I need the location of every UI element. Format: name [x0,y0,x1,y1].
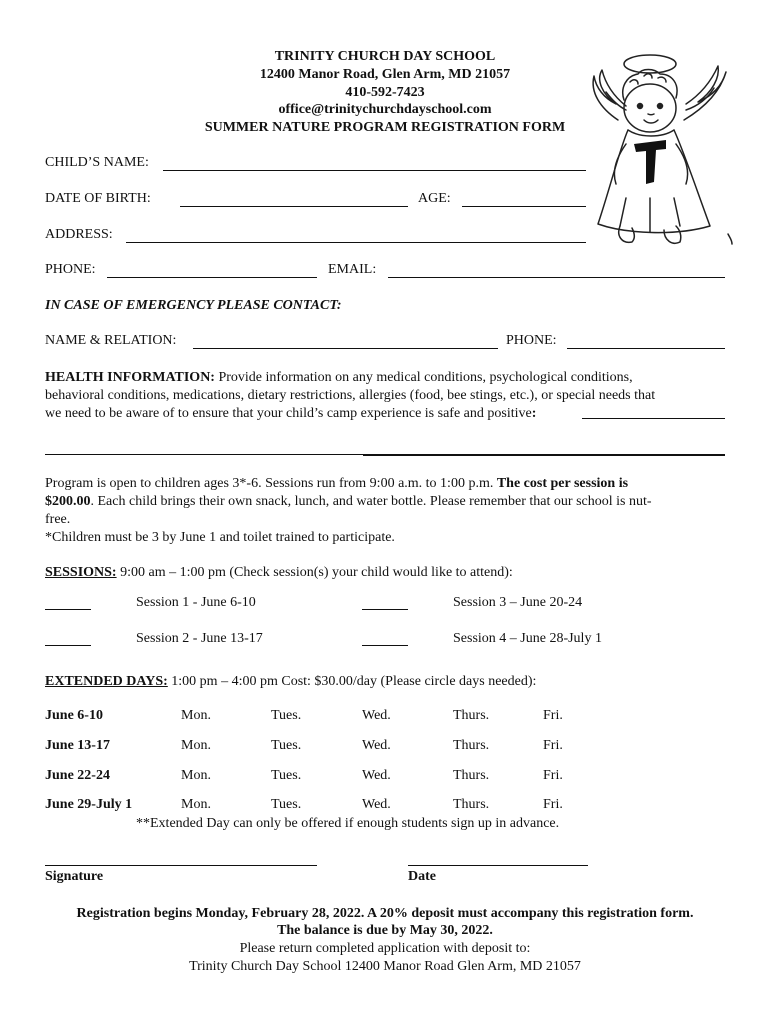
extended-note: **Extended Day can only be offered if enough students sign up in advance. [136,816,560,831]
day-tues[interactable]: Tues. [271,738,302,753]
footer-line3: Please return completed application with deposit to: [239,941,531,956]
health-colon: : [531,406,537,421]
day-mon[interactable]: Mon. [181,708,211,723]
session-1-label: Session 1 - June 6-10 [136,595,256,610]
program-cost: $200.00 [45,494,91,509]
program-line1a: Program is open to children ages 3*-6. Sessions run from 9:00 a.m. to 1:00 p.m. [45,476,497,491]
school-name: TRINITY CHURCH DAY SCHOOL [274,49,496,64]
health-field-1[interactable] [582,418,725,419]
emergency-phone-label: PHONE: [506,333,557,348]
week-label: June 22-24 [45,768,110,783]
week-label: June 29-July 1 [45,797,133,812]
session-3-label: Session 3 – June 20-24 [453,595,583,610]
dob-label: DATE OF BIRTH: [45,191,151,206]
form-title: SUMMER NATURE PROGRAM REGISTRATION FORM [204,120,566,135]
health-field-2a[interactable] [45,454,363,455]
extended-heading: EXTENDED DAYS: [45,674,168,689]
session-2-label: Session 2 - June 13-17 [136,631,263,646]
sessions-desc: 9:00 am – 1:00 pm (Check session(s) your child would like to attend): [116,565,513,580]
session-1-checkbox[interactable] [45,609,91,610]
day-tues[interactable]: Tues. [271,708,302,723]
date-field[interactable] [408,865,588,866]
emergency-name-label: NAME & RELATION: [45,333,177,348]
extended-heading-row [45,674,536,690]
day-mon[interactable]: Mon. [181,768,211,783]
health-information [45,369,730,423]
address-label: ADDRESS: [45,227,113,242]
sessions-heading-row [45,565,513,581]
day-mon[interactable]: Mon. [181,797,211,812]
day-wed[interactable]: Wed. [362,708,391,723]
day-thurs[interactable]: Thurs. [453,738,490,753]
day-fri[interactable]: Fri. [543,768,563,783]
day-fri[interactable]: Fri. [543,738,563,753]
child-name-field[interactable] [163,170,586,171]
extended-desc: 1:00 pm – 4:00 pm Cost: $30.00/day (Please circle days needed): [167,674,537,689]
health-line3: we need to be aware of to ensure that your child’s camp experience is safe and positive [45,406,532,421]
day-tues[interactable]: Tues. [271,768,302,783]
program-line3: free. [45,512,71,527]
signature-label: Signature [45,869,104,884]
health-heading: HEALTH INFORMATION: [45,370,215,385]
email-label: EMAIL: [328,262,377,277]
day-wed[interactable]: Wed. [362,738,391,753]
school-address: 12400 Manor Road, Glen Arm, MD 21057 [259,67,511,82]
day-thurs[interactable]: Thurs. [453,708,490,723]
age-field[interactable] [462,206,586,207]
program-line2b: . Each child brings their own snack, lunch, and water bottle. Please remember that our school is nut- [90,494,652,509]
footer-line1: Registration begins Monday, February 28, 2022. A 20% deposit must accompany this registration form. [76,906,694,921]
day-thurs[interactable]: Thurs. [453,797,490,812]
footer-line2: The balance is due by May 30, 2022. [277,923,493,938]
session-4-label: Session 4 – June 28-July 1 [453,631,602,646]
dob-field[interactable] [180,206,408,207]
angel-illustration [586,48,734,254]
program-info [45,475,730,547]
health-line2: behavioral conditions, medications, dietary restrictions, allergies (food, bee stings, etc.), or special needs that [45,388,656,403]
day-thurs[interactable]: Thurs. [453,768,490,783]
day-fri[interactable]: Fri. [543,797,563,812]
program-cost-label: The cost per session is [496,476,629,491]
emergency-name-field[interactable] [193,348,498,349]
email-field[interactable] [388,277,725,278]
day-mon[interactable]: Mon. [181,738,211,753]
session-3-checkbox[interactable] [362,609,408,610]
emergency-heading: IN CASE OF EMERGENCY PLEASE CONTACT: [45,298,342,313]
emergency-phone-field[interactable] [567,348,725,349]
phone-field[interactable] [107,277,317,278]
school-email: office@trinitychurchdayschool.com [278,102,492,117]
address-field[interactable] [126,242,586,243]
health-line1: Provide information on any medical conditions, psychological conditions, [214,370,633,385]
health-field-2b[interactable] [363,454,725,456]
week-label: June 13-17 [45,738,110,753]
day-tues[interactable]: Tues. [271,797,302,812]
date-label: Date [408,869,436,884]
school-phone: 410-592-7423 [345,85,425,100]
day-wed[interactable]: Wed. [362,768,391,783]
age-label: AGE: [418,191,451,206]
session-4-checkbox[interactable] [362,645,408,646]
week-label: June 6-10 [45,708,103,723]
program-line4: *Children must be 3 by June 1 and toilet trained to participate. [45,530,395,545]
footer-line4: Trinity Church Day School 12400 Manor Road Glen Arm, MD 21057 [189,959,581,974]
session-2-checkbox[interactable] [45,645,91,646]
child-name-label: CHILD’S NAME: [45,155,149,170]
phone-label: PHONE: [45,262,96,277]
day-fri[interactable]: Fri. [543,708,563,723]
day-wed[interactable]: Wed. [362,797,391,812]
signature-field[interactable] [45,865,317,866]
sessions-heading: SESSIONS: [45,565,117,580]
